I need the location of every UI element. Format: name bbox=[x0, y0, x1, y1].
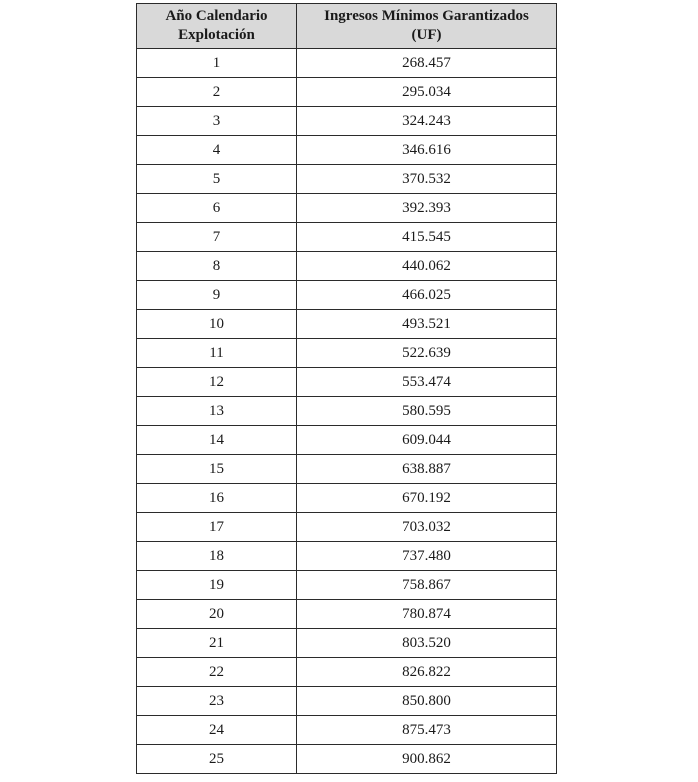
table-row bbox=[137, 78, 557, 107]
amount-cell: 803.520 bbox=[297, 629, 557, 658]
table-row bbox=[137, 716, 557, 745]
guaranteed-income-table bbox=[136, 3, 557, 774]
table-row bbox=[137, 194, 557, 223]
amount-cell: 850.800 bbox=[297, 687, 557, 716]
table-row bbox=[137, 745, 557, 774]
income-header-line2: (UF) bbox=[411, 27, 442, 43]
amount-cell: 553.474 bbox=[297, 368, 557, 397]
amount-cell: 826.822 bbox=[297, 658, 557, 687]
year-cell: 20 bbox=[137, 600, 297, 629]
year-cell: 3 bbox=[137, 107, 297, 136]
year-cell: 6 bbox=[137, 194, 297, 223]
table-row bbox=[137, 281, 557, 310]
table-row bbox=[137, 252, 557, 281]
table-row bbox=[137, 513, 557, 542]
amount-cell: 609.044 bbox=[297, 426, 557, 455]
amount-cell: 737.480 bbox=[297, 542, 557, 571]
year-cell: 9 bbox=[137, 281, 297, 310]
year-cell: 7 bbox=[137, 223, 297, 252]
year-cell: 11 bbox=[137, 339, 297, 368]
year-header-line2: Explotación bbox=[178, 27, 255, 43]
amount-cell: 268.457 bbox=[297, 49, 557, 78]
table-row bbox=[137, 687, 557, 716]
table-row bbox=[137, 658, 557, 687]
table-row bbox=[137, 165, 557, 194]
year-cell: 18 bbox=[137, 542, 297, 571]
table-row bbox=[137, 629, 557, 658]
amount-cell: 703.032 bbox=[297, 513, 557, 542]
year-cell: 23 bbox=[137, 687, 297, 716]
year-column-header bbox=[137, 4, 297, 49]
year-cell: 22 bbox=[137, 658, 297, 687]
table-row bbox=[137, 397, 557, 426]
amount-cell: 392.393 bbox=[297, 194, 557, 223]
table-row bbox=[137, 49, 557, 78]
year-cell: 5 bbox=[137, 165, 297, 194]
year-cell: 24 bbox=[137, 716, 297, 745]
amount-cell: 440.062 bbox=[297, 252, 557, 281]
table-row bbox=[137, 339, 557, 368]
year-cell: 21 bbox=[137, 629, 297, 658]
year-cell: 12 bbox=[137, 368, 297, 397]
amount-cell: 780.874 bbox=[297, 600, 557, 629]
amount-cell: 670.192 bbox=[297, 484, 557, 513]
table-row bbox=[137, 484, 557, 513]
table-row bbox=[137, 310, 557, 339]
table-row bbox=[137, 426, 557, 455]
table-row bbox=[137, 600, 557, 629]
amount-cell: 875.473 bbox=[297, 716, 557, 745]
table-row bbox=[137, 136, 557, 165]
amount-cell: 522.639 bbox=[297, 339, 557, 368]
year-cell: 16 bbox=[137, 484, 297, 513]
income-column-header bbox=[297, 4, 557, 49]
amount-cell: 900.862 bbox=[297, 745, 557, 774]
year-cell: 1 bbox=[137, 49, 297, 78]
year-cell: 13 bbox=[137, 397, 297, 426]
amount-cell: 324.243 bbox=[297, 107, 557, 136]
table-row bbox=[137, 368, 557, 397]
table-row bbox=[137, 223, 557, 252]
amount-cell: 415.545 bbox=[297, 223, 557, 252]
amount-cell: 466.025 bbox=[297, 281, 557, 310]
year-cell: 4 bbox=[137, 136, 297, 165]
year-cell: 17 bbox=[137, 513, 297, 542]
year-cell: 14 bbox=[137, 426, 297, 455]
year-cell: 15 bbox=[137, 455, 297, 484]
year-cell: 2 bbox=[137, 78, 297, 107]
table-header bbox=[137, 4, 557, 49]
year-header-line1: Año Calendario bbox=[165, 8, 268, 24]
amount-cell: 758.867 bbox=[297, 571, 557, 600]
year-cell: 19 bbox=[137, 571, 297, 600]
income-header-line1: Ingresos Mínimos Garantizados bbox=[324, 8, 529, 24]
year-cell: 10 bbox=[137, 310, 297, 339]
amount-cell: 493.521 bbox=[297, 310, 557, 339]
amount-cell: 295.034 bbox=[297, 78, 557, 107]
amount-cell: 346.616 bbox=[297, 136, 557, 165]
table-body bbox=[137, 49, 557, 774]
year-cell: 8 bbox=[137, 252, 297, 281]
table-row bbox=[137, 107, 557, 136]
header-row bbox=[137, 4, 557, 49]
amount-cell: 580.595 bbox=[297, 397, 557, 426]
amount-cell: 638.887 bbox=[297, 455, 557, 484]
year-cell: 25 bbox=[137, 745, 297, 774]
table-row bbox=[137, 571, 557, 600]
table-row bbox=[137, 542, 557, 571]
table-row bbox=[137, 455, 557, 484]
amount-cell: 370.532 bbox=[297, 165, 557, 194]
